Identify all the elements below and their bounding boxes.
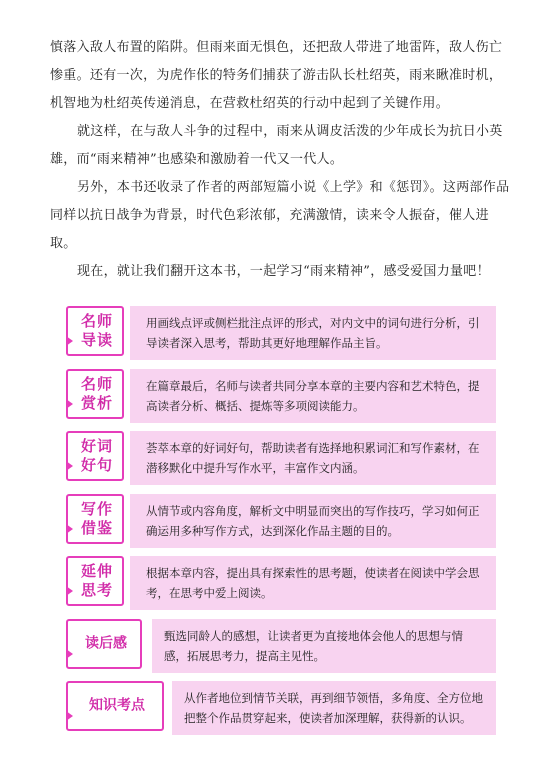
triangle-marker-icon <box>66 524 73 534</box>
feature-title-line: 赏析 <box>80 393 113 412</box>
feature-description: 根据本章内容，提出具有探索性的思考题，使读者在阅读中学会思考，在思考中爱上阅读。 <box>130 556 496 610</box>
feature-title: 读后感 <box>85 635 127 651</box>
triangle-marker-icon <box>66 711 73 721</box>
feature-item <box>66 306 496 360</box>
feature-title-line: 借鉴 <box>80 518 113 537</box>
feature-title-line: 好句 <box>80 456 113 474</box>
feature-description: 在篇章最后，名师与读者共同分享本章的主要内容和艺术特色，提高读者分析、概括、提炼等多项阅读能力。 <box>130 369 496 423</box>
feature-item <box>66 494 496 548</box>
feature-item <box>66 556 496 610</box>
feature-description: 用画线点评或侧栏批注点评的形式，对内文中的词句进行分析，引导读者深入思考，帮助其更好地理解作品主旨。 <box>130 306 496 360</box>
feature-title <box>74 375 120 413</box>
feature-title <box>74 500 120 538</box>
feature-label-box <box>66 494 124 544</box>
feature-title-line: 好词 <box>80 437 113 455</box>
feature-title <box>74 312 120 350</box>
paragraph: 就这样，在与敌人斗争的过程中，雨来从调皮活泼的少年成长为抗日小英雄，而“雨来精神”也感染和激励着一代又一代人。 <box>50 124 503 167</box>
triangle-marker-icon <box>66 586 73 596</box>
feature-item <box>66 619 496 673</box>
feature-description: 荟萃本章的好词好句，帮助读者有选择地积累词汇和写作素材，在潜移默化中提升写作水平，丰富作文内涵。 <box>130 431 496 485</box>
feature-description: 甄选同龄人的感想，让读者更为直接地体会他人的思想与情感，拓展思考力，提高主见性。 <box>152 619 496 673</box>
triangle-marker-icon <box>66 399 73 409</box>
feature-label-box <box>66 619 142 669</box>
feature-title <box>74 562 120 600</box>
feature-item <box>66 681 496 735</box>
triangle-marker-icon <box>66 461 73 471</box>
feature-label-box <box>66 306 124 356</box>
feature-description: 从情节或内容角度，解析文中明显而突出的写作技巧，学习如何正确运用多种写作方式，达到深化作品主题的目的。 <box>130 494 496 548</box>
feature-title-line: 思考 <box>80 581 113 599</box>
feature-title: 知识考点 <box>89 697 145 714</box>
feature-title-line: 名师 <box>80 374 113 393</box>
feature-title-line: 延伸 <box>80 562 113 580</box>
feature-title-line: 写作 <box>80 499 113 518</box>
paragraph: 另外，本书还收录了作者的两部短篇小说《上学》和《惩罚》。这两部作品同样以抗日战争为背景，时代色彩浓郁，充满激情，读来令人振奋，催人进取。 <box>50 180 510 251</box>
intro-text <box>50 34 510 286</box>
feature-title-line: 导读 <box>80 331 113 349</box>
feature-description: 从作者地位到情节关联，再到细节领悟，多角度、全方位地把整个作品贯穿起来，使读者加深理解，获得新的认识。 <box>172 681 496 735</box>
feature-label-box <box>66 681 164 731</box>
feature-label-box <box>66 431 124 481</box>
feature-item <box>66 369 496 423</box>
feature-title-line: 名师 <box>80 312 113 330</box>
feature-list <box>66 306 496 744</box>
feature-title <box>74 437 120 475</box>
paragraph: 现在，就让我们翻开这本书，一起学习“雨来精神”，感受爱国力量吧！ <box>77 264 490 279</box>
feature-label-box <box>66 556 124 606</box>
paragraph: 慎落入敌人布置的陷阱。但雨来面无惧色，还把敌人带进了地雷阵，敌人伤亡惨重。还有一次，为虎作伥的特务们捕获了游击队长杜绍英，雨来瞅准时机，机智地为杜绍英传递消息，在营救杜绍英的行动中起到了关键作用。 <box>50 40 503 111</box>
triangle-marker-icon <box>66 649 73 659</box>
triangle-marker-icon <box>66 336 73 346</box>
feature-label-box <box>66 369 124 419</box>
feature-item <box>66 431 496 485</box>
